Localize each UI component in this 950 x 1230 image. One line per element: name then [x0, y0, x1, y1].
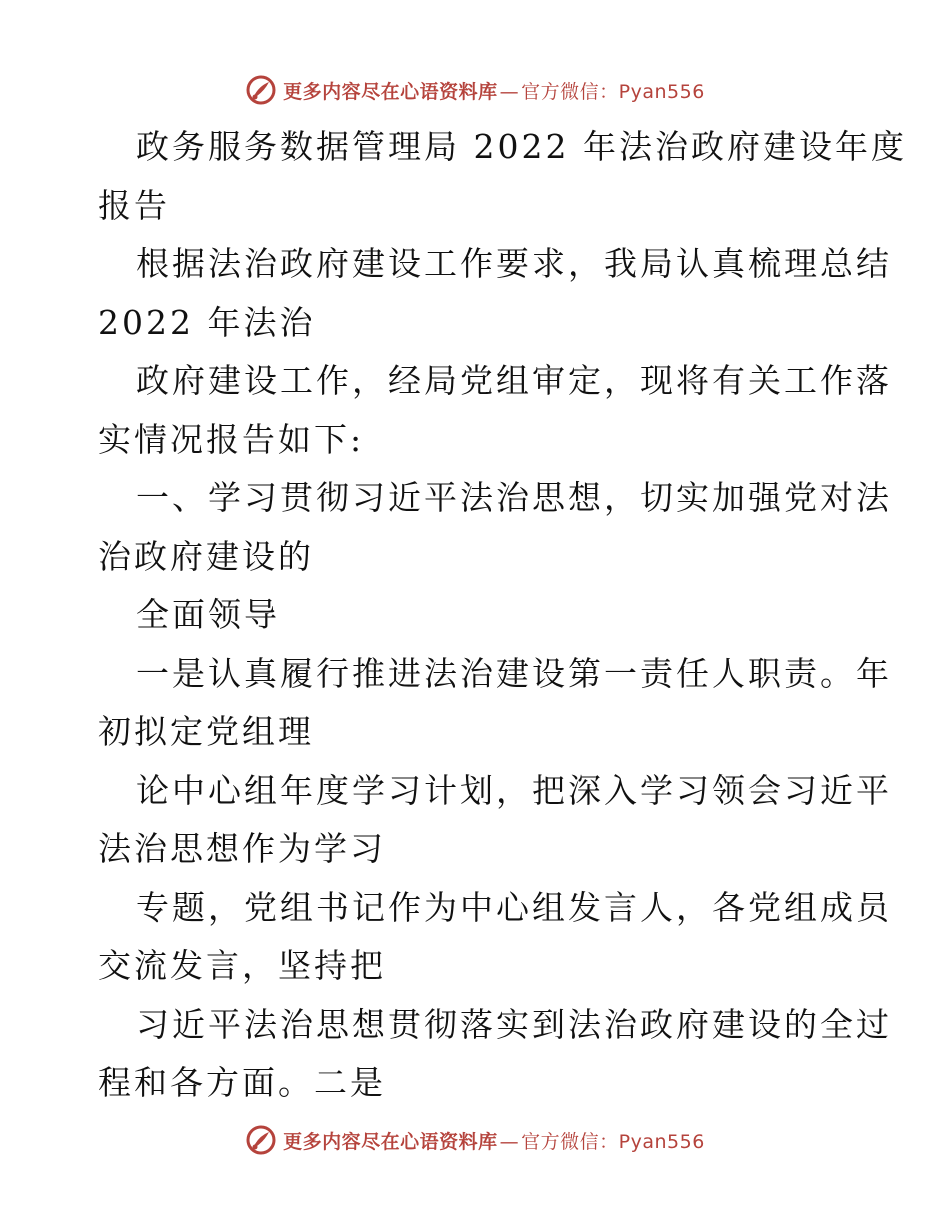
text-line: 程和各方面。二是 [98, 1063, 386, 1102]
banner-text [283, 1127, 705, 1154]
banner-wechat-text: 官方微信：Pyan556 [521, 1130, 705, 1153]
banner-text [283, 77, 705, 104]
text-line: 专题，党组书记作为中心组发言人，各党组成员 [136, 887, 892, 927]
header-watermark-banner [0, 70, 950, 110]
document-text [98, 118, 907, 1113]
banner-main-text: 更多内容尽在心语资料库 [283, 1130, 498, 1153]
brush-logo-icon [245, 74, 277, 106]
banner-main-text: 更多内容尽在心语资料库 [283, 80, 498, 103]
text-line: 法治思想作为学习 [98, 829, 386, 868]
document-body [98, 118, 907, 1113]
text-line: 习近平法治思想贯彻落实到法治政府建设的全过 [136, 1004, 892, 1044]
text-line: 交流发言，坚持把 [98, 946, 386, 985]
brush-logo-icon [245, 1124, 277, 1156]
text-line: 政务服务数据管理局 2022 年法治政府建设年度 [136, 127, 907, 166]
text-line: 根据法治政府建设工作要求，我局认真梳理总结 [136, 244, 892, 283]
text-line: 报告 [98, 185, 170, 225]
banner-wechat-text: 官方微信：Pyan556 [521, 80, 705, 103]
text-line: 全面领导 [136, 595, 280, 634]
text-line: 2022 年法治 [98, 302, 316, 342]
text-line: 一、学习贯彻习近平法治思想，切实加强党对法 [136, 478, 892, 517]
banner-dash: — [499, 80, 520, 103]
text-line: 论中心组年度学习计划，把深入学习领会习近平 [136, 770, 892, 810]
text-line: 政府建设工作，经局党组审定，现将有关工作落 [136, 361, 892, 400]
text-line: 实情况报告如下: [98, 419, 365, 459]
text-line: 初拟定党组理 [98, 712, 314, 751]
text-line: 治政府建设的 [98, 536, 314, 576]
footer-watermark-banner [0, 1120, 950, 1160]
banner-dash: — [499, 1130, 520, 1153]
text-line: 一是认真履行推进法治建设第一责任人职责。年 [136, 653, 892, 693]
